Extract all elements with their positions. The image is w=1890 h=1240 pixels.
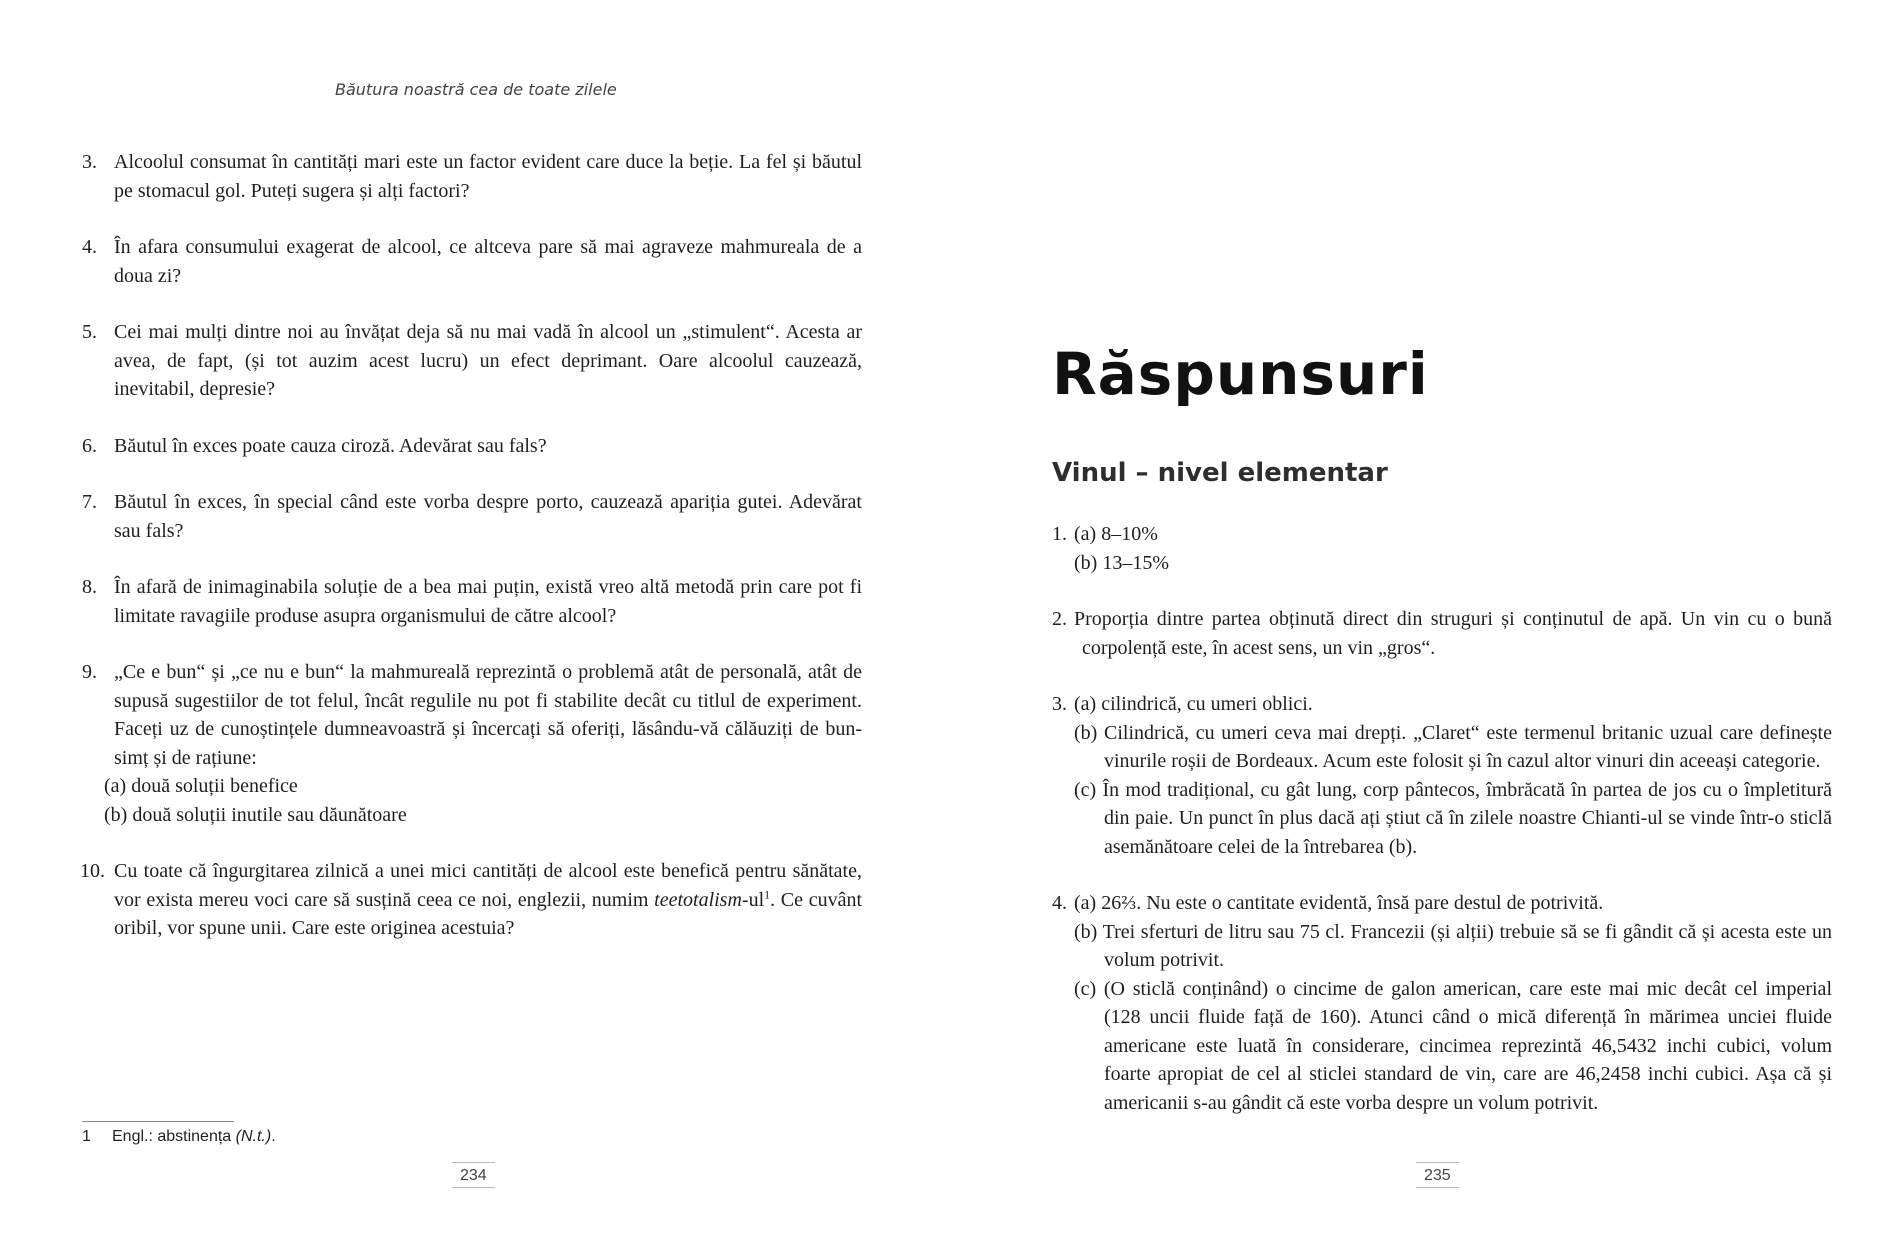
- page-number-right: 235: [1416, 1162, 1459, 1188]
- answer-3-b: (b) Cilindrică, cu umeri ceva mai drepți. „Claret“ este termenul britanic uzual care definește vinurile roșii de Bordeaux. Acum este folosit și în cazul altor vinuri din aceeași categorie.: [1074, 721, 1832, 772]
- question-number: 8.: [82, 576, 97, 598]
- question-text-start: Cu toate că îngurgitarea zilnică a unei mici cantități de alcool este benefică pentru sănătate, vor exista mereu voci care să susțină ceea ce noi, englezii, numim: [114, 860, 862, 911]
- answer-number: 3.: [1052, 693, 1067, 715]
- answer-4-a: (a) 26⅔. Nu este o cantitate evidentă, însă pare destul de potrivită.: [1074, 892, 1604, 914]
- question-italic-term: teetotalism: [654, 888, 742, 911]
- question-term-suffix: -ul: [741, 888, 765, 911]
- answer-list: [1052, 520, 1832, 1145]
- answer-number: 1.: [1052, 523, 1067, 545]
- question-text: Alcoolul consumat în cantități mari este un factor evident care duce la beție. La fel și băutul pe stomacul gol. Puteți sugera și alți factori?: [114, 151, 862, 202]
- answer-4: [1052, 889, 1832, 1117]
- question-text: Băutul în exces poate cauza ciroză. Adevărat sau fals?: [114, 434, 547, 457]
- question-9-option-a: (a) două soluții benefice: [104, 775, 298, 797]
- page-number-left: 234: [452, 1162, 495, 1188]
- answer-number: 2.: [1052, 608, 1067, 630]
- question-number: 5.: [82, 321, 97, 343]
- question-9-option-b: (b) două soluții inutile sau dăunătoare: [104, 803, 407, 826]
- question-text-end: . Ce cuvânt oribil, vor spune unii. Care este originea acestuia?: [114, 888, 863, 939]
- question-7: [82, 488, 862, 545]
- footnote: [82, 1128, 276, 1146]
- answer-1-b: (b) 13–15%: [1074, 551, 1169, 574]
- question-number: 10.: [80, 860, 105, 882]
- answer-1: [1052, 520, 1832, 577]
- footnote-end: .: [271, 1128, 276, 1145]
- answer-2-text: Proporția dintre partea obținută direct din struguri și conținutul de apă. Un vin cu o bună corpolență este, în acest sens, un vin „gros“.: [1074, 608, 1832, 659]
- question-number: 7.: [82, 491, 97, 513]
- question-text: Băutul în exces, în special când este vorba despre porto, cauzează apariția gutei. Adevărat sau fals?: [114, 491, 862, 542]
- question-5: [82, 318, 862, 404]
- answer-number: 4.: [1052, 892, 1067, 914]
- question-8: [82, 573, 862, 630]
- question-text: În afara consumului exagerat de alcool, ce altceva pare să mai agraveze mahmureala de a doua zi?: [114, 236, 862, 287]
- question-10: [82, 857, 862, 943]
- answer-4-c: (c) (O sticlă conținând) o cincime de galon american, care este mai mic decât cel imperial (128 uncii fluide față de 160). Atunci când o mică diferență în mărimea unciei fluide americane este luată în considerare, cincimea reprezintă 46,5432 inchi cubici, volum foarte apropiat de cel al sticlei standard de vin, care are 46,2458 inchi cubici. Așa că și americanii s-au gândit că este vorba despre un volum potrivit.: [1074, 977, 1832, 1114]
- answer-3: [1052, 690, 1832, 861]
- footnote-rule: [82, 1121, 234, 1122]
- section-title: Vinul – nivel elementar: [1052, 458, 1388, 488]
- question-4: [82, 233, 862, 290]
- answer-2: [1052, 605, 1832, 662]
- answer-1-a: (a) 8–10%: [1074, 523, 1158, 545]
- footnote-number: 1: [82, 1128, 91, 1145]
- question-text: „Ce e bun“ și „ce nu e bun“ la mahmureală reprezintă o problemă atât de personală, atât de supusă sugestiilor de tot felul, încât regulile nu pot fi stabilite decât cu titlul de experiment. Faceți uz de cunoștințele dumneavoastră și încercați să oferiți, lăsându-vă călăuziți de bun-simț și de rațiune:: [114, 661, 862, 769]
- answer-3-a: (a) cilindrică, cu umeri oblici.: [1074, 693, 1313, 715]
- footnote-text: Engl.: abstinența: [112, 1128, 236, 1145]
- question-number: 9.: [82, 661, 97, 683]
- question-6: [82, 432, 862, 461]
- running-head: Băutura noastră cea de toate zilele: [335, 80, 617, 99]
- question-text: Cei mai mulți dintre noi au învățat deja să nu mai vadă în alcool un „stimulent“. Acesta ar avea, de fapt, (și tot auzim acest lucru) un efect deprimant. Oare alcoolul cauzează, inevitabil, depresie?: [114, 321, 862, 400]
- question-number: 6.: [82, 434, 97, 457]
- question-3: [82, 148, 862, 205]
- question-list: [82, 148, 862, 971]
- answer-3-c: (c) În mod tradițional, cu gât lung, corp pântecos, îmbrăcată în partea de jos cu o împletitură din paie. Un punct în plus dacă ați știut că în zilele noastre Chianti-ul se vinde într-o sticlă asemănătoare celei de la întrebarea (b).: [1074, 778, 1832, 858]
- question-number: 3.: [82, 151, 97, 173]
- answer-4-b: (b) Trei sferturi de litru sau 75 cl. Francezii (și alții) trebuie să se fi gândit că și acesta este un volum potrivit.: [1074, 920, 1832, 971]
- footnote-reference: 1: [764, 886, 771, 901]
- question-number: 4.: [82, 236, 97, 258]
- footnote-note: (N.t.): [235, 1128, 272, 1145]
- chapter-title: Răspunsuri: [1052, 340, 1429, 408]
- question-text: În afară de inimaginabila soluție de a bea mai puțin, există vreo altă metodă prin care pot fi limitate ravagiile produse asupra organismului de către alcool?: [114, 576, 862, 627]
- question-9: [82, 658, 862, 829]
